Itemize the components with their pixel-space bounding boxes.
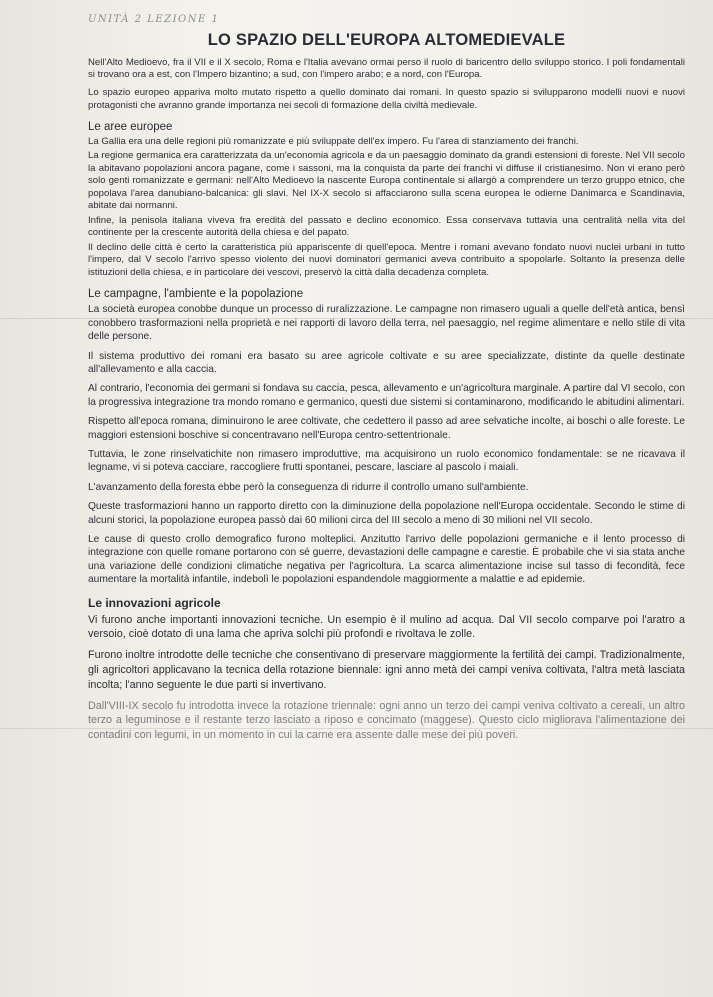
section-paragraph: L'avanzamento della foresta ebbe però la conseguenza di ridurre il controllo umano sull'ambiente. [88,481,529,493]
section-heading: Le innovazioni agricole [88,595,221,610]
section-paragraph: Furono inoltre introdotte delle tecniche che consentivano di preservare maggiormente la fertilità dei campi. Tradizionalmente, gli agricoltori applicavano la tecnica della rotazione biennale: igni anno metà dei campi veniva coltivata, l'altra metà lasciata incolta; l'anno seguente le due parti si invertivano. [88,649,685,691]
section-paragraph: Infine, la penisola italiana viveva fra eredità del passato e declino economico. Essa conservava tuttavia una centralità nella vita del continente per la crescente autorità della chiesa e del papato. [88,214,685,239]
section-paragraph: Al contrario, l'economia dei germani si fondava su caccia, pesca, allevamento e un'agricoltura marginale. A partire dal VI secolo, con la progressiva integrazione tra mondo romano e germanico, questi due sistemi si contaminarono, modificando le abitudini alimentari. [88,383,685,408]
paper-fold-line [0,318,713,319]
section-paragraph: Dall'VIII-IX secolo fu introdotta invece la rotazione triennale: ogni anno un terzo dei campi veniva coltivato a cereali, un altro terzo a leguminose e il restante terzo lasciato a riposo e concimato (maggese). Questo ciclo migliorava l'alimentazione dei contadini con legumi, in un momento in cui la carne era assente dalle mese dei più poveri. [88,699,685,742]
intro-paragraph: Nell'Alto Medioevo, fra il VII e il X secolo, Roma e l'Italia avevano ormai perso il ruolo di baricentro dello sviluppo storico. I poli fondamentali si trovano ora a est, con l'Impero bizantino; a sud, con l'impero arabo; e a nord, con l'Europa. [88,57,685,81]
section-heading: Le campagne, l'ambiente e la popolazione [88,288,304,301]
section-paragraph: Vi furono anche importanti innovazioni tecniche. Un esempio è il mulino ad acqua. Dal VII secolo comparve poi l'aratro a versoio, cioè dotato di una lama che apriva solchi più profondi e rivoltava le zolle. [88,613,685,641]
section-paragraph: La società europea conobbe dunque un processo di ruralizzazione. Le campagne non rimasero uguali a quelle dell'età antica, bensì conobbero trasformazioni nella proprietà e nei rapporti di lavoro della terra, nel paesaggio, nel regime alimentare e nello stile di vita delle persone. [88,304,685,343]
section-paragraph: Queste trasformazioni hanno un rapporto diretto con la diminuzione della popolazione nell'Europa occidentale. Secondo le stime di alcuni storici, la popolazione europea passò dai 60 milioni circa del III secolo a meno di 30 milioni nel VII secolo. [88,501,685,526]
section-paragraph: Le cause di questo crollo demografico furono molteplici. Anzitutto l'arrivo delle popolazioni germaniche e il lento processo di integrazione con quelle romane portarono con sé guerre, devastazioni delle campagne e carestie. È probabile che vi sia stata anche una variazione delle condizioni climatiche negativa per l'agricoltura. La scarca alimentazione incise sul tasso di fecondità, fece aumentare la mortalità infantile, indebolì le popolazioni espandendole maggiormente a malattie e ad epidemie. [88,534,685,586]
section-innovazioni [88,596,685,743]
section-paragraph: Il declino delle città è certo la caratteristica più appariscente di quell'epoca. Mentre i romani avevano fondato nuovi nuclei urbani in tutto l'impero, dal V secolo l'arrivo spesso violento dei nuovi dominatori germanici aveva contribuito a spopolarle. Soltanto la presenza delle istituzioni della chiesa, e in particolare dei vescovi, preservò la città dalla decadenza completa. [88,241,685,278]
section-paragraph: Rispetto all'epoca romana, diminuirono le aree coltivate, che cedettero il passo ad aree selvatiche incolte, ai boschi o alle foreste. Le maggiori estensioni boschive si concentravano nell'Europa centro-settentrionale. [88,416,685,441]
section-paragraph: Il sistema produttivo dei romani era basato su aree agricole coltivate e su aree specializzate, distinte da quelle destinate all'allevamento e alla caccia. [88,350,685,375]
section-campagne [88,288,685,586]
section-paragraph: La Gallia era una delle regioni più romanizzate e più sviluppate dell'ex impero. Fu l'area di stanziamento dei franchi. [88,135,579,147]
section-heading: Le aree europee [88,120,173,133]
intro [88,57,685,112]
section-paragraph: Tuttavia, le zone rinselvatichite non rimasero improduttive, ma acquisirono un ruolo economico fondamentale: se ne ricavava il legname, vi si poteva cacciare, raccogliere frutti spontanei, pescare, lasciare al pascolo i maiali. [88,448,685,474]
section-paragraph: La regione germanica era caratterizzata da un'economia agricola e da un paesaggio dominato da grandi estensioni di foreste. Nel VII secolo la abitavano popolazioni ancora pagane, come i sassoni, ma la conquista da parte dei franchi vi diffuse il cristianesimo. Non vi erano però solo genti romanizzate e germani: nell'Alto Medioevo la nascente Europa continentale si allargò a comprendere un terzo gruppo etnico, che popolava l'area danubiano-balcanica: gli slavi. Nel IX-X secolo si affacciarono sulla scena europea le odierne Danimarca e Scandinavia, abitate dai normanni. [88,150,685,212]
intro-paragraph: Lo spazio europeo appariva molto mutato rispetto a quello dominato dai romani. In questo spazio si svilupparono modelli nuovi e nuovi protagonisti che avranno grande importanza nei secoli di formazione della civiltà medievale. [88,87,685,111]
section-aree-europee [88,121,685,280]
page-title: LO SPAZIO DELL'EUROPA ALTOMEDIEVALE [207,31,566,49]
handwritten-note: UNITÀ 2 LEZIONE 1 [88,14,220,25]
